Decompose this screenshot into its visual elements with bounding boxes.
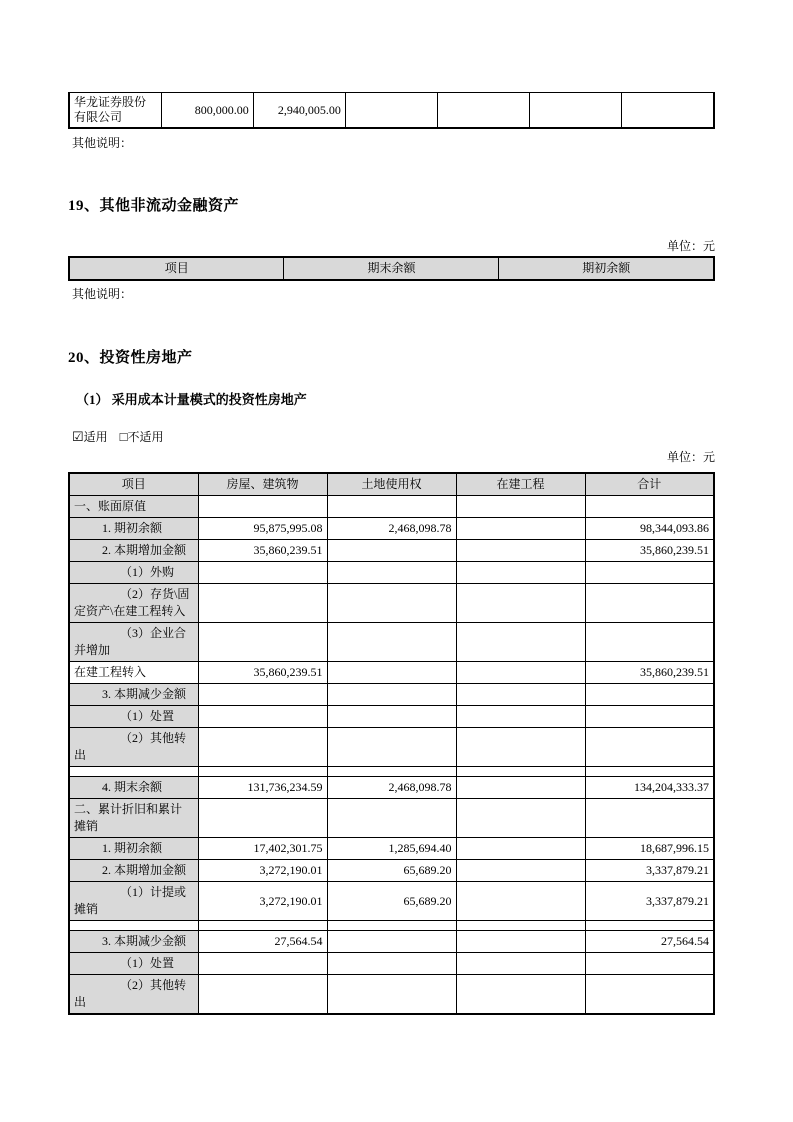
cell-value (327, 562, 456, 584)
table-header-row (69, 257, 714, 280)
table-row (69, 921, 714, 931)
table-row (69, 623, 714, 662)
cell-value (456, 584, 585, 623)
cell-value (198, 562, 327, 584)
table-row (69, 975, 714, 1015)
cell-value (327, 623, 456, 662)
unit-label-20: 单位：元 (666, 450, 715, 464)
cell-value: 2,468,098.78 (327, 518, 456, 540)
cell-value: 2,940,005.00 (253, 93, 345, 129)
cell-value: 134,204,333.37 (585, 777, 714, 799)
other-noncurrent-assets-table (68, 256, 715, 281)
table-row (69, 728, 714, 767)
cell-value (456, 838, 585, 860)
table-row (69, 767, 714, 777)
cell-value (198, 921, 327, 931)
cell-value (456, 684, 585, 706)
row-label: （2）存货\固定资产\在建工程转入 (69, 584, 198, 623)
cell-value (456, 777, 585, 799)
column-header: 期末余额 (284, 257, 499, 280)
row-label: 在建工程转入 (69, 662, 198, 684)
cell-value (622, 93, 714, 129)
cell-value (585, 799, 714, 838)
table-row (69, 562, 714, 584)
cell-value (585, 728, 714, 767)
cell-value (456, 662, 585, 684)
row-label: 2. 本期增加金额 (69, 540, 198, 562)
column-header: 房屋、建筑物 (198, 473, 327, 496)
row-label: （1）处置 (69, 953, 198, 975)
cell-value: 3,337,879.21 (585, 860, 714, 882)
cell-value (198, 584, 327, 623)
cell-value (198, 706, 327, 728)
cell-value: 3,272,190.01 (198, 882, 327, 921)
other-notes-label: 其他说明： (72, 136, 133, 150)
table-row (69, 93, 714, 129)
cell-value: 35,860,239.51 (198, 540, 327, 562)
cell-value (198, 623, 327, 662)
cell-value (327, 584, 456, 623)
cell-value (585, 767, 714, 777)
table-row (69, 860, 714, 882)
cell-value (327, 921, 456, 931)
row-label (69, 767, 198, 777)
cell-value (327, 496, 456, 518)
cell-value (327, 767, 456, 777)
column-header: 期初余额 (499, 257, 714, 280)
column-header: 土地使用权 (327, 473, 456, 496)
cell-value (456, 860, 585, 882)
prior-table-fragment-body (69, 93, 714, 129)
row-label: （1）计提或摊销 (69, 882, 198, 921)
table-row (69, 777, 714, 799)
cell-value (327, 799, 456, 838)
row-label (69, 921, 198, 931)
section-20-1-subheading: （1） 采用成本计量模式的投资性房地产 (76, 392, 307, 407)
cell-value (585, 953, 714, 975)
cell-value (530, 93, 622, 129)
not-applicable-checkbox-icon: □ (119, 429, 128, 444)
cell-value (456, 540, 585, 562)
cell-value (438, 93, 530, 129)
cell-value: 98,344,093.86 (585, 518, 714, 540)
cell-value: 65,689.20 (327, 860, 456, 882)
table-row (69, 799, 714, 838)
cell-value: 35,860,239.51 (585, 540, 714, 562)
unit-label-19: 单位：元 (666, 239, 715, 253)
cell-value: 131,736,234.59 (198, 777, 327, 799)
row-label: （3）企业合并增加 (69, 623, 198, 662)
cell-value: 18,687,996.15 (585, 838, 714, 860)
cell-value (456, 728, 585, 767)
cell-value (456, 562, 585, 584)
cell-value: 1,285,694.40 (327, 838, 456, 860)
cell-value (198, 975, 327, 1015)
cell-value (198, 684, 327, 706)
table-row (69, 838, 714, 860)
table-row (69, 931, 714, 953)
cell-value (198, 799, 327, 838)
row-label: 二、累计折旧和累计摊销 (69, 799, 198, 838)
cell-value: 35,860,239.51 (585, 662, 714, 684)
cell-value (585, 562, 714, 584)
cell-value: 800,000.00 (161, 93, 253, 129)
cell-value (198, 496, 327, 518)
row-label: （1）外购 (69, 562, 198, 584)
column-header: 合计 (585, 473, 714, 496)
table-row (69, 706, 714, 728)
table-row (69, 953, 714, 975)
cell-value (585, 921, 714, 931)
cell-value (585, 584, 714, 623)
cell-value (585, 496, 714, 518)
table-row (69, 584, 714, 623)
cell-value (585, 975, 714, 1015)
row-label: 3. 本期减少金额 (69, 931, 198, 953)
other-notes-label: 其他说明： (72, 287, 133, 301)
column-header: 项目 (69, 473, 198, 496)
table-header-row (69, 473, 714, 496)
cell-value (456, 706, 585, 728)
cell-value (327, 540, 456, 562)
entity-name-cell: 华龙证券股份有限公司 (69, 93, 161, 129)
cell-value (585, 623, 714, 662)
cell-value (345, 93, 437, 129)
row-label: 4. 期末余额 (69, 777, 198, 799)
cell-value: 17,402,301.75 (198, 838, 327, 860)
applicable-checkbox-icon: ☑ (72, 429, 84, 444)
row-label: 一、账面原值 (69, 496, 198, 518)
cell-value (585, 706, 714, 728)
section-19-heading: 19、其他非流动金融资产 (68, 198, 240, 214)
cell-value (456, 931, 585, 953)
cell-value (456, 623, 585, 662)
cell-value (456, 882, 585, 921)
cell-value (327, 953, 456, 975)
cell-value: 2,468,098.78 (327, 777, 456, 799)
column-header: 项目 (69, 257, 284, 280)
investment-property-table (68, 472, 715, 1015)
table-row (69, 540, 714, 562)
cell-value (456, 518, 585, 540)
table-row (69, 518, 714, 540)
cell-value (327, 931, 456, 953)
cell-value (456, 921, 585, 931)
cell-value: 65,689.20 (327, 882, 456, 921)
cell-value (456, 767, 585, 777)
prior-table-fragment (68, 92, 715, 129)
cell-value (585, 684, 714, 706)
cell-value: 35,860,239.51 (198, 662, 327, 684)
row-label: （2）其他转出 (69, 728, 198, 767)
table-row (69, 882, 714, 921)
cell-value (198, 767, 327, 777)
row-label: 1. 期初余额 (69, 518, 198, 540)
investment-property-table-body (69, 496, 714, 1015)
cell-value: 27,564.54 (585, 931, 714, 953)
row-label: （1）处置 (69, 706, 198, 728)
cell-value (456, 975, 585, 1015)
cell-value (198, 728, 327, 767)
cell-value (327, 684, 456, 706)
table-row (69, 496, 714, 518)
section-20-heading: 20、投资性房地产 (68, 350, 193, 366)
table-row (69, 684, 714, 706)
row-label: 1. 期初余额 (69, 838, 198, 860)
cell-value (327, 728, 456, 767)
table-row (69, 662, 714, 684)
cell-value (327, 706, 456, 728)
cell-value: 3,337,879.21 (585, 882, 714, 921)
row-label: 3. 本期减少金额 (69, 684, 198, 706)
cell-value (198, 953, 327, 975)
not-applicable-label: 不适用 (127, 430, 164, 444)
row-label: （2）其他转出 (69, 975, 198, 1015)
cell-value: 3,272,190.01 (198, 860, 327, 882)
applicable-label: 适用 (83, 430, 108, 444)
cell-value (327, 975, 456, 1015)
applicability-row (72, 429, 164, 445)
cell-value: 95,875,995.08 (198, 518, 327, 540)
cell-value (456, 953, 585, 975)
row-label: 2. 本期增加金额 (69, 860, 198, 882)
cell-value (456, 799, 585, 838)
cell-value: 27,564.54 (198, 931, 327, 953)
cell-value (456, 496, 585, 518)
column-header: 在建工程 (456, 473, 585, 496)
cell-value (327, 662, 456, 684)
